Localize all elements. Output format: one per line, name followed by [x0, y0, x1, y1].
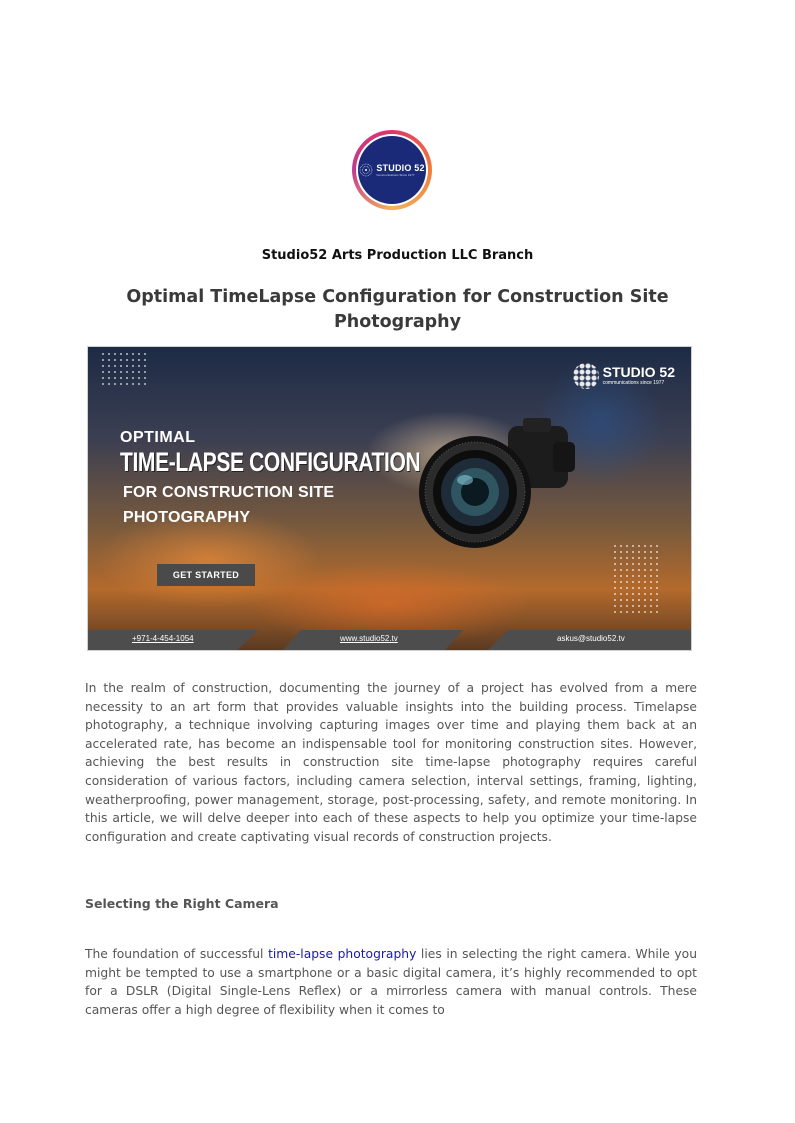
banner-contact-bar [88, 630, 691, 650]
article-title: Optimal TimeLapse Configuration for Construction Site Photography [126, 287, 669, 332]
section-paragraph [85, 945, 697, 1019]
banner-heading-optimal: OPTIMAL [120, 429, 196, 446]
dot-globe-icon [359, 163, 373, 177]
camera-icon [413, 412, 583, 562]
studio52-logo [352, 130, 432, 210]
hero-banner-image [87, 346, 692, 651]
logo-brand-text: STUDIO 52 [376, 163, 425, 173]
intro-paragraph: In the realm of construction, documenting the journey of a project has evolved from a mere necessity to an art form that provides valuable insights into the building process. Timelapse photography, a technique involving capturing images over time and playing them back at an accelerated rate, has become an indispensable tool for monitoring construction sites. However, achieving the best results in construction site time-lapse photography requires careful consideration of various factors, including camera selection, interval settings, framing, lighting, weatherproofing, power management, storage, post-processing, safety, and remote monitoring. In this article, we will delve deeper into each of these aspects to help you optimize your time-lapse configuration and create captivating visual records of construction projects. [85, 681, 697, 844]
section-text-after-link: lies in selecting the right camera. While you might be tempted to use a smartphone or a basic digital camera, it’s highly recommended to opt for a DSLR (Digital Single-Lens Reflex) or a mirrorless camera with manual controls. These cameras offer a high degree of flexibility when it comes to [85, 947, 697, 1017]
banner-heading-line1: FOR CONSTRUCTION SITE [123, 484, 335, 501]
time-lapse-photography-link[interactable]: time-lapse photography [268, 947, 417, 961]
get-started-button[interactable]: GET STARTED [157, 564, 255, 586]
banner-phone: +971-4-454-1054 [132, 634, 194, 643]
banner-email: askus@studio52.tv [557, 634, 625, 643]
branch-name: Studio52 Arts Production LLC Branch [261, 248, 534, 263]
logo-tagline: Communications Since 1977 [376, 173, 415, 177]
banner-logo-brand: STUDIO 52 [602, 364, 675, 380]
banner-heading-line2: PHOTOGRAPHY [123, 509, 251, 526]
section-heading: Selecting the Right Camera [85, 896, 279, 911]
banner-logo [573, 363, 675, 389]
section-text-before-link: The foundation of successful [85, 947, 269, 961]
banner-logo-tagline: communications since 1977 [602, 380, 665, 386]
dot-globe-icon [573, 363, 599, 389]
banner-website: www.studio52.tv [340, 634, 398, 643]
banner-heading-config: TIME-LAPSE CONFIGURATION [120, 447, 421, 477]
